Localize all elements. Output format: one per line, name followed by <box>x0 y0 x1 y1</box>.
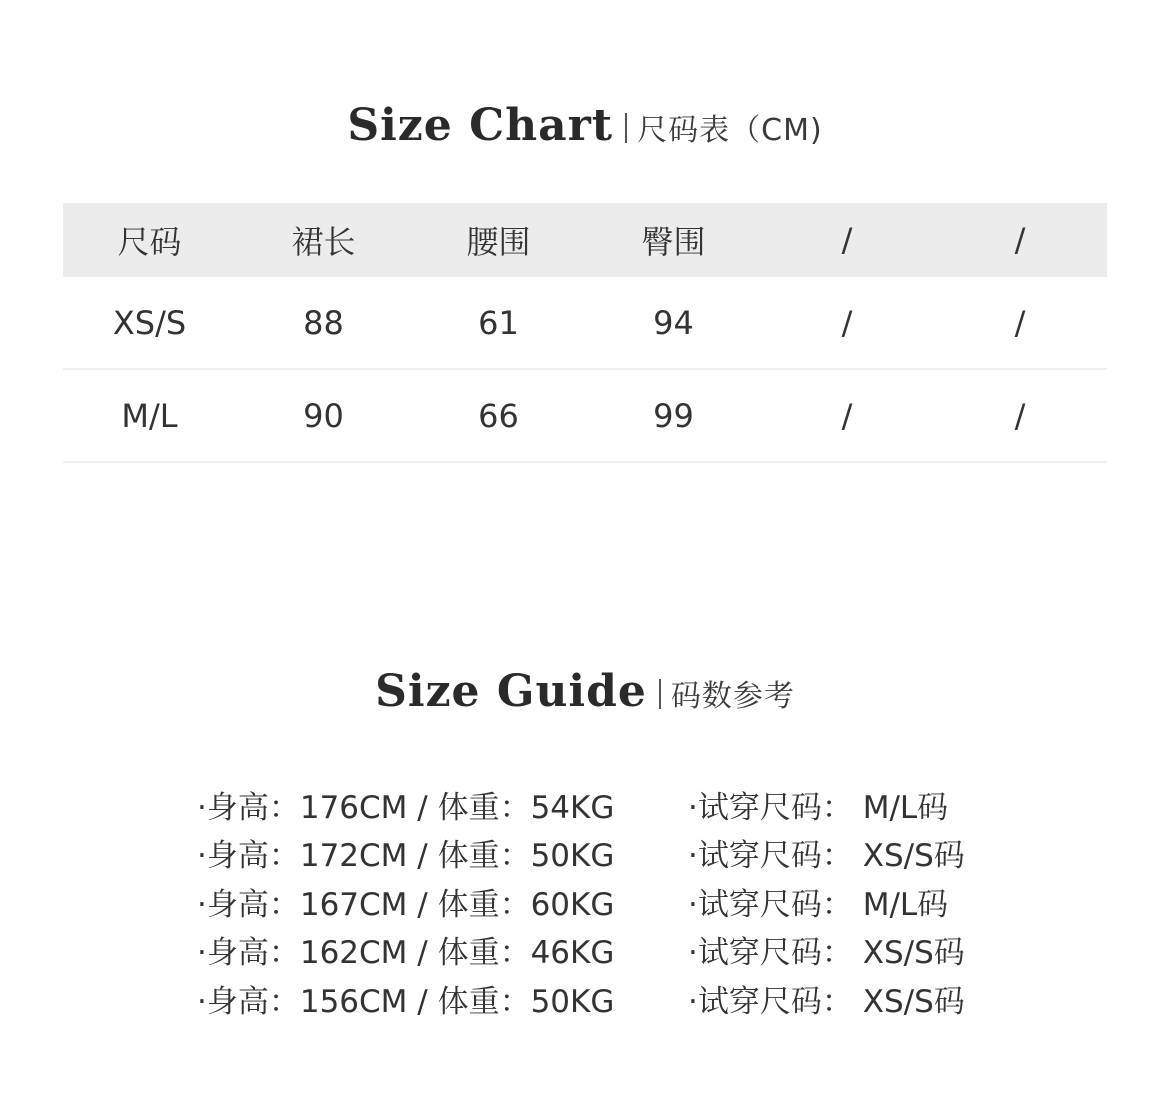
fitted-size: ·试穿尺码： XS/S码 <box>688 838 965 874</box>
guide-entry <box>0 976 1170 1024</box>
guide-entry <box>0 782 1170 830</box>
guide-entry <box>0 830 1170 878</box>
body-measurements: ·身高：167CM / 体重：60KG <box>197 887 615 923</box>
table-cell: 66 <box>478 396 519 435</box>
fitted-size: ·试穿尺码： XS/S码 <box>688 984 965 1020</box>
fitted-size: ·试穿尺码： XS/S码 <box>688 935 965 971</box>
header-size: 尺码 <box>117 223 182 261</box>
table-cell: 61 <box>478 303 519 342</box>
table-cell: 88 <box>303 303 344 342</box>
size-guide-title-cn: 码数参考 <box>670 679 795 714</box>
size-chart-heading <box>0 100 1170 151</box>
table-cell: 94 <box>653 303 694 342</box>
table-row <box>63 277 1107 369</box>
table-cell: 99 <box>653 396 694 435</box>
size-guide-list <box>0 782 1170 1032</box>
size-guide-heading <box>0 666 1170 717</box>
size-chart-title-cn: 尺码表（CM) <box>637 113 823 148</box>
table-cell: / <box>841 396 853 435</box>
size-chart-table <box>63 203 1107 463</box>
body-measurements: ·身高：156CM / 体重：50KG <box>197 984 615 1020</box>
table-cell: / <box>1014 396 1026 435</box>
table-cell: / <box>841 303 853 342</box>
size-guide-title-en: Size Guide <box>375 666 647 717</box>
title-divider <box>625 113 627 143</box>
table-cell: / <box>1014 303 1026 342</box>
header-empty-2: / <box>1014 221 1026 259</box>
table-row <box>63 369 1107 462</box>
header-hip: 臀围 <box>641 223 706 261</box>
fitted-size: ·试穿尺码： M/L码 <box>688 887 949 923</box>
header-waist: 腰围 <box>466 223 531 261</box>
table-cell: M/L <box>121 396 178 435</box>
table-cell: XS/S <box>112 303 187 342</box>
guide-entry <box>0 927 1170 975</box>
table-cell: 90 <box>303 396 344 435</box>
header-empty-1: / <box>841 221 853 259</box>
fitted-size: ·试穿尺码： M/L码 <box>688 790 949 826</box>
size-chart-title-en: Size Chart <box>347 100 614 151</box>
title-divider <box>659 679 661 709</box>
body-measurements: ·身高：162CM / 体重：46KG <box>197 935 615 971</box>
guide-entry <box>0 879 1170 927</box>
body-measurements: ·身高：172CM / 体重：50KG <box>197 838 615 874</box>
header-skirt-length: 裙长 <box>291 223 356 261</box>
table-header-row <box>63 203 1107 277</box>
body-measurements: ·身高：176CM / 体重：54KG <box>197 790 615 826</box>
